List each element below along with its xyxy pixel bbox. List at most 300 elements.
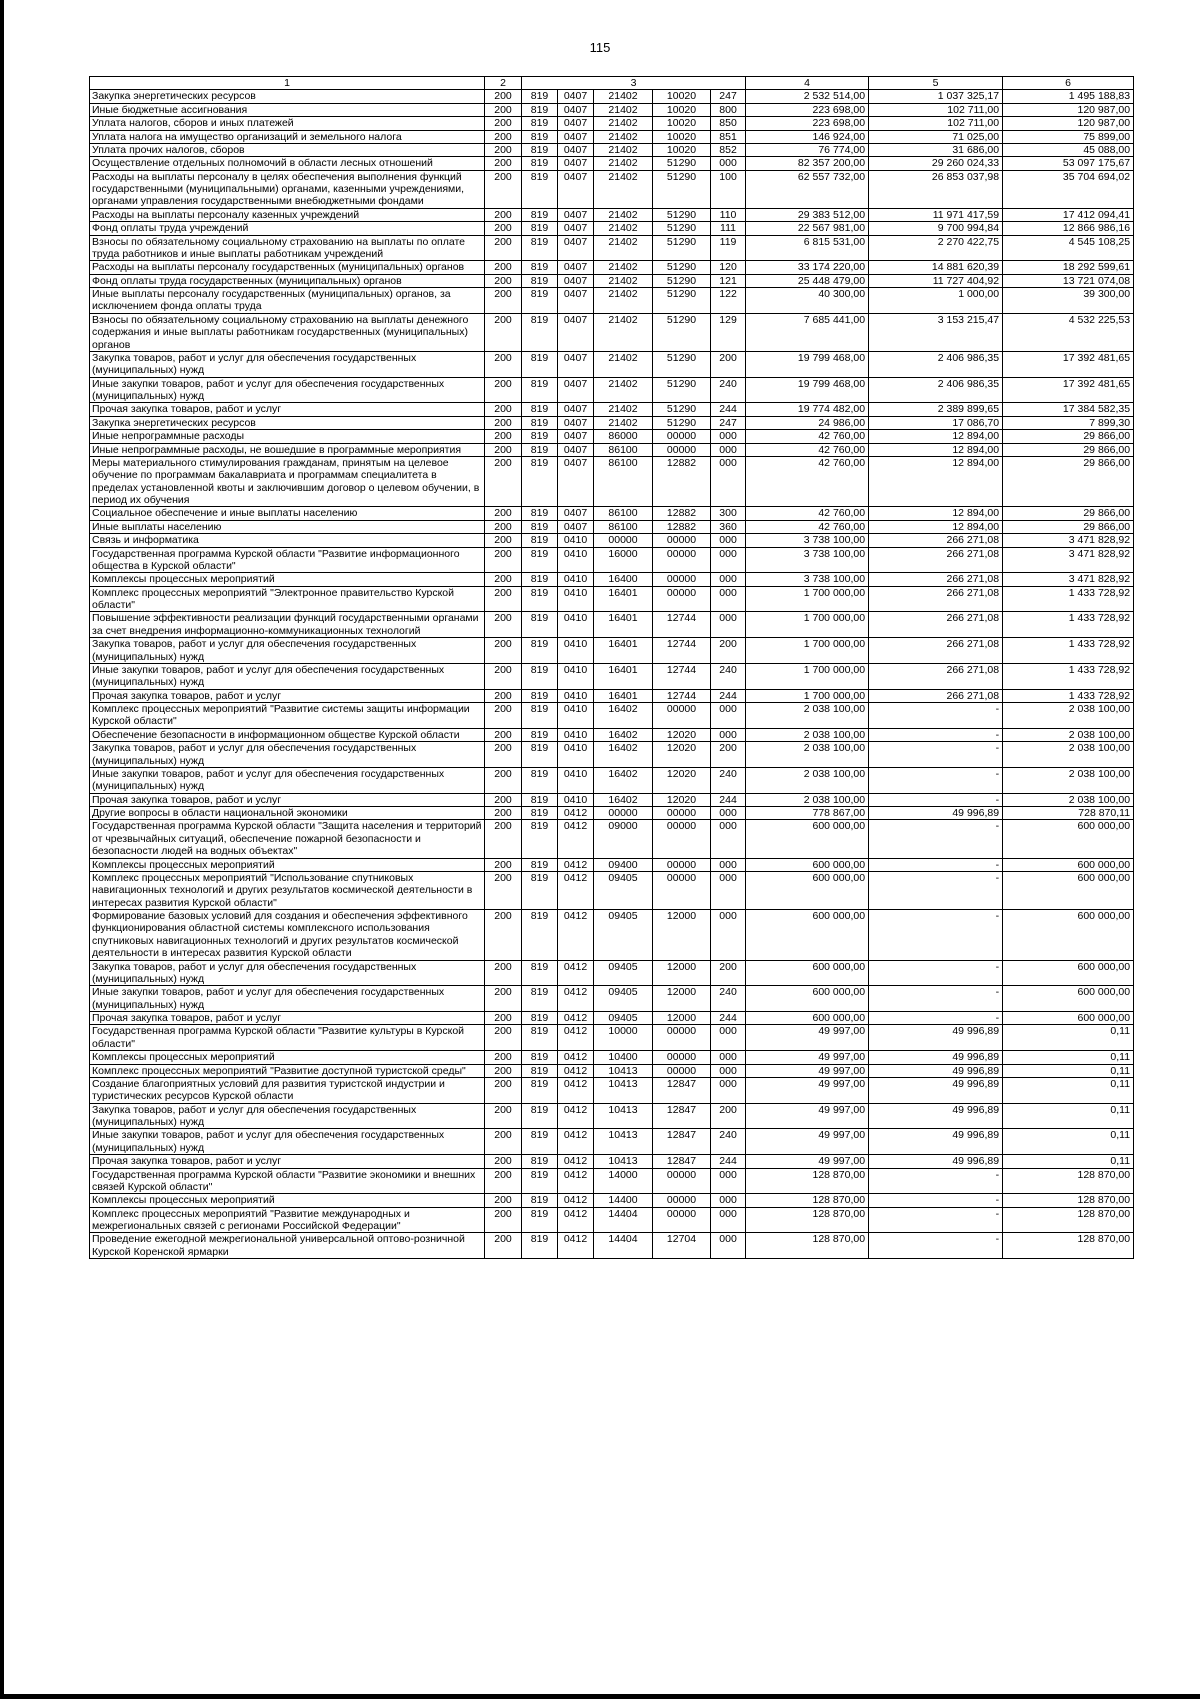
- row-code-type: 000: [711, 157, 746, 170]
- row-code-type: 244: [711, 1012, 746, 1025]
- row-code-grbs: 200: [485, 456, 522, 507]
- row-code-section: 0410: [558, 638, 594, 664]
- row-code-grbs: 200: [485, 157, 522, 170]
- row-code-program: 86100: [594, 520, 653, 533]
- row-name: Комплекс процессных мероприятий "Использование спутниковых навигационных технологий и других результатов космической деятельности в интересах развития Курской области": [90, 871, 485, 909]
- row-amount-col4: 600 000,00: [746, 960, 869, 986]
- row-code-dept: 819: [522, 1129, 558, 1155]
- row-amount-col4: 1 700 000,00: [746, 663, 869, 689]
- row-code-section: 0412: [558, 1155, 594, 1168]
- row-amount-col6: 0,11: [1003, 1103, 1134, 1129]
- row-amount-col5: 2 270 422,75: [869, 235, 1003, 261]
- row-name: Иные закупки товаров, работ и услуг для обеспечения государственных (муниципальных) нужд: [90, 663, 485, 689]
- row-amount-col6: 128 870,00: [1003, 1233, 1134, 1259]
- row-amount-col6: 0,11: [1003, 1077, 1134, 1103]
- table-row: [90, 507, 1134, 520]
- row-code-dept: 819: [522, 547, 558, 573]
- row-code-grbs: 200: [485, 403, 522, 416]
- row-amount-col5: 266 271,08: [869, 573, 1003, 586]
- row-name: Комплексы процессных мероприятий: [90, 1194, 485, 1207]
- table-row: [90, 143, 1134, 156]
- row-amount-col4: 128 870,00: [746, 1207, 869, 1233]
- row-code-dept: 819: [522, 274, 558, 287]
- row-name: Взносы по обязательному социальному страхованию на выплаты по оплате труда работников и иные выплаты работникам учреждений: [90, 235, 485, 261]
- row-code-direction: 12847: [653, 1155, 711, 1168]
- row-code-type: 000: [711, 1233, 746, 1259]
- row-code-dept: 819: [522, 403, 558, 416]
- row-code-grbs: 200: [485, 90, 522, 103]
- row-code-dept: 819: [522, 222, 558, 235]
- row-code-program: 16401: [594, 586, 653, 612]
- row-amount-col4: 1 700 000,00: [746, 586, 869, 612]
- row-amount-col4: 42 760,00: [746, 507, 869, 520]
- table-row: [90, 1012, 1134, 1025]
- row-code-program: 10413: [594, 1155, 653, 1168]
- row-name: Иные выплаты населению: [90, 520, 485, 533]
- row-code-grbs: 200: [485, 871, 522, 909]
- row-code-section: 0412: [558, 1064, 594, 1077]
- row-code-dept: 819: [522, 90, 558, 103]
- row-name: Другие вопросы в области национальной экономики: [90, 807, 485, 820]
- table-row: [90, 208, 1134, 221]
- row-code-type: 244: [711, 689, 746, 702]
- row-code-grbs: 200: [485, 1233, 522, 1259]
- row-code-program: 16401: [594, 638, 653, 664]
- row-name: Уплата налога на имущество организаций и земельного налога: [90, 130, 485, 143]
- row-code-section: 0412: [558, 1077, 594, 1103]
- row-code-grbs: 200: [485, 520, 522, 533]
- row-name: Иные выплаты персоналу государственных (муниципальных) органов, за исключением фонда оплаты труда: [90, 288, 485, 314]
- row-code-program: 14400: [594, 1194, 653, 1207]
- row-amount-col6: 600 000,00: [1003, 820, 1134, 858]
- row-code-type: 000: [711, 820, 746, 858]
- row-code-type: 000: [711, 1194, 746, 1207]
- row-code-direction: 12020: [653, 728, 711, 741]
- row-code-direction: 12847: [653, 1077, 711, 1103]
- row-amount-col6: 4 545 108,25: [1003, 235, 1134, 261]
- row-code-program: 21402: [594, 351, 653, 377]
- row-code-direction: 00000: [653, 1025, 711, 1051]
- row-code-type: 000: [711, 443, 746, 456]
- row-amount-col4: 42 760,00: [746, 456, 869, 507]
- row-code-direction: 12020: [653, 742, 711, 768]
- row-code-type: 000: [711, 1207, 746, 1233]
- row-code-section: 0412: [558, 1233, 594, 1259]
- row-code-type: 851: [711, 130, 746, 143]
- row-code-direction: 12000: [653, 1012, 711, 1025]
- row-code-dept: 819: [522, 1103, 558, 1129]
- row-amount-col4: 1 700 000,00: [746, 689, 869, 702]
- row-code-direction: 51290: [653, 288, 711, 314]
- row-code-section: 0412: [558, 986, 594, 1012]
- row-name: Государственная программа Курской области "Развитие экономики и внешних связей Курской области": [90, 1168, 485, 1194]
- row-code-dept: 819: [522, 313, 558, 351]
- row-code-section: 0412: [558, 960, 594, 986]
- row-code-type: 200: [711, 742, 746, 768]
- row-code-direction: 12704: [653, 1233, 711, 1259]
- row-code-dept: 819: [522, 858, 558, 871]
- row-code-program: 09400: [594, 858, 653, 871]
- table-row: [90, 663, 1134, 689]
- row-amount-col5: -: [869, 1194, 1003, 1207]
- row-name: Комплексы процессных мероприятий: [90, 573, 485, 586]
- row-amount-col5: 49 996,89: [869, 1051, 1003, 1064]
- row-code-dept: 819: [522, 1233, 558, 1259]
- row-amount-col5: 266 271,08: [869, 638, 1003, 664]
- row-amount-col5: 71 025,00: [869, 130, 1003, 143]
- row-code-dept: 819: [522, 586, 558, 612]
- row-amount-col6: 728 870,11: [1003, 807, 1134, 820]
- row-code-grbs: 200: [485, 1207, 522, 1233]
- row-amount-col4: 6 815 531,00: [746, 235, 869, 261]
- row-code-section: 0410: [558, 573, 594, 586]
- row-code-dept: 819: [522, 130, 558, 143]
- page-number: 115: [589, 40, 611, 55]
- table-row: [90, 416, 1134, 429]
- row-amount-col5: 11 727 404,92: [869, 274, 1003, 287]
- row-code-program: 00000: [594, 534, 653, 547]
- row-name: Комплексы процессных мероприятий: [90, 1051, 485, 1064]
- row-code-program: 10413: [594, 1129, 653, 1155]
- row-amount-col4: 1 700 000,00: [746, 638, 869, 664]
- row-amount-col4: 3 738 100,00: [746, 547, 869, 573]
- row-amount-col5: -: [869, 1207, 1003, 1233]
- row-amount-col6: 600 000,00: [1003, 1012, 1134, 1025]
- row-amount-col6: 1 433 728,92: [1003, 586, 1134, 612]
- row-code-program: 21402: [594, 274, 653, 287]
- row-amount-col5: 49 996,89: [869, 1064, 1003, 1077]
- row-name: Государственная программа Курской области "Развитие информационного общества в Курской области": [90, 547, 485, 573]
- row-code-section: 0410: [558, 689, 594, 702]
- row-amount-col4: 600 000,00: [746, 1012, 869, 1025]
- table-row: [90, 820, 1134, 858]
- row-amount-col6: 17 392 481,65: [1003, 377, 1134, 403]
- row-amount-col4: 49 997,00: [746, 1103, 869, 1129]
- row-amount-col5: 49 996,89: [869, 1155, 1003, 1168]
- row-amount-col4: 42 760,00: [746, 443, 869, 456]
- row-code-type: 247: [711, 90, 746, 103]
- row-amount-col4: 778 867,00: [746, 807, 869, 820]
- row-code-dept: 819: [522, 663, 558, 689]
- row-code-direction: 00000: [653, 703, 711, 729]
- row-amount-col5: 31 686,00: [869, 143, 1003, 156]
- row-name: Государственная программа Курской области "Развитие культуры в Курской области": [90, 1025, 485, 1051]
- row-name: Обеспечение безопасности в информационном обществе Курской области: [90, 728, 485, 741]
- table-row: [90, 1129, 1134, 1155]
- row-amount-col6: 53 097 175,67: [1003, 157, 1134, 170]
- row-amount-col4: 49 997,00: [746, 1025, 869, 1051]
- row-name: Прочая закупка товаров, работ и услуг: [90, 1155, 485, 1168]
- row-amount-col6: 600 000,00: [1003, 871, 1134, 909]
- row-code-section: 0407: [558, 143, 594, 156]
- row-code-direction: 00000: [653, 547, 711, 573]
- row-code-dept: 819: [522, 742, 558, 768]
- row-code-type: 000: [711, 586, 746, 612]
- row-code-dept: 819: [522, 689, 558, 702]
- row-code-dept: 819: [522, 820, 558, 858]
- table-row: [90, 443, 1134, 456]
- row-amount-col4: 2 038 100,00: [746, 793, 869, 806]
- row-name: Комплекс процессных мероприятий "Развитие доступной туристской среды": [90, 1064, 485, 1077]
- row-amount-col4: 49 997,00: [746, 1155, 869, 1168]
- table-row: [90, 1155, 1134, 1168]
- row-code-type: 121: [711, 274, 746, 287]
- row-code-program: 16401: [594, 663, 653, 689]
- row-name: Социальное обеспечение и иные выплаты населению: [90, 507, 485, 520]
- row-amount-col6: 3 471 828,92: [1003, 547, 1134, 573]
- row-name: Повышение эффективности реализации функций государственными органами за счет внедрения информационно-коммуникационных технологий: [90, 612, 485, 638]
- row-amount-col4: 76 774,00: [746, 143, 869, 156]
- row-code-section: 0407: [558, 351, 594, 377]
- row-amount-col6: 0,11: [1003, 1064, 1134, 1077]
- table-row: [90, 222, 1134, 235]
- row-amount-col5: 26 853 037,98: [869, 170, 1003, 208]
- table-row: [90, 1168, 1134, 1194]
- row-name: Прочая закупка товаров, работ и услуг: [90, 689, 485, 702]
- row-name: Прочая закупка товаров, работ и услуг: [90, 1012, 485, 1025]
- row-code-type: 300: [711, 507, 746, 520]
- row-amount-col5: 11 971 417,59: [869, 208, 1003, 221]
- row-code-program: 21402: [594, 377, 653, 403]
- table-row: [90, 90, 1134, 103]
- row-code-program: 09405: [594, 910, 653, 961]
- row-code-grbs: 200: [485, 208, 522, 221]
- row-code-grbs: 200: [485, 1129, 522, 1155]
- row-name: Создание благоприятных условий для развития туристской индустрии и туристических ресурсов Курской области: [90, 1077, 485, 1103]
- row-code-grbs: 200: [485, 1064, 522, 1077]
- row-code-grbs: 200: [485, 274, 522, 287]
- row-code-dept: 819: [522, 157, 558, 170]
- row-amount-col4: 3 738 100,00: [746, 573, 869, 586]
- row-code-type: 129: [711, 313, 746, 351]
- row-code-grbs: 200: [485, 1194, 522, 1207]
- row-code-dept: 819: [522, 261, 558, 274]
- row-code-direction: 51290: [653, 235, 711, 261]
- row-code-program: 10413: [594, 1077, 653, 1103]
- row-code-direction: 12000: [653, 960, 711, 986]
- row-code-direction: 00000: [653, 820, 711, 858]
- row-amount-col4: 49 997,00: [746, 1077, 869, 1103]
- row-name: Формирование базовых условий для создания и обеспечения эффективного функционирования областной системы комплексного использования спутниковых навигационных технологий и других результатов космической деятельности в интересах развития Курской области: [90, 910, 485, 961]
- row-code-type: 200: [711, 351, 746, 377]
- row-amount-col6: 18 292 599,61: [1003, 261, 1134, 274]
- row-name: Государственная программа Курской области "Защита населения и территорий от чрезвычайных ситуаций, обеспечение пожарной безопасности и безопасности людей на водных объектах": [90, 820, 485, 858]
- row-amount-col5: 14 881 620,39: [869, 261, 1003, 274]
- row-code-direction: 12744: [653, 612, 711, 638]
- row-code-grbs: 200: [485, 703, 522, 729]
- row-code-program: 21402: [594, 117, 653, 130]
- row-code-section: 0412: [558, 1025, 594, 1051]
- row-amount-col5: 12 894,00: [869, 443, 1003, 456]
- row-amount-col5: 49 996,89: [869, 1103, 1003, 1129]
- row-code-direction: 51290: [653, 351, 711, 377]
- row-amount-col6: 2 038 100,00: [1003, 703, 1134, 729]
- row-amount-col6: 1 433 728,92: [1003, 638, 1134, 664]
- row-code-direction: 12882: [653, 520, 711, 533]
- row-code-type: 244: [711, 403, 746, 416]
- row-amount-col6: 0,11: [1003, 1051, 1134, 1064]
- table-row: [90, 456, 1134, 507]
- table-row: [90, 313, 1134, 351]
- row-amount-col6: 17 384 582,35: [1003, 403, 1134, 416]
- row-amount-col6: 13 721 074,08: [1003, 274, 1134, 287]
- row-name: Иные закупки товаров, работ и услуг для обеспечения государственных (муниципальных) нужд: [90, 377, 485, 403]
- row-code-direction: 12882: [653, 507, 711, 520]
- row-code-grbs: 200: [485, 288, 522, 314]
- row-code-type: 120: [711, 261, 746, 274]
- row-amount-col5: 49 996,89: [869, 1025, 1003, 1051]
- row-code-dept: 819: [522, 1207, 558, 1233]
- row-amount-col5: 102 711,00: [869, 103, 1003, 116]
- row-code-program: 10413: [594, 1064, 653, 1077]
- row-code-program: 00000: [594, 807, 653, 820]
- row-code-direction: 12744: [653, 663, 711, 689]
- row-amount-col4: 128 870,00: [746, 1194, 869, 1207]
- row-code-direction: 00000: [653, 1194, 711, 1207]
- header-col-5: 5: [869, 77, 1003, 90]
- row-name: Комплекс процессных мероприятий "Развитие международных и межрегиональных связей с регионами Российской Федерации": [90, 1207, 485, 1233]
- row-amount-col6: 600 000,00: [1003, 986, 1134, 1012]
- row-code-dept: 819: [522, 612, 558, 638]
- row-code-program: 16402: [594, 703, 653, 729]
- row-code-program: 21402: [594, 222, 653, 235]
- table-row: [90, 430, 1134, 443]
- table-row: [90, 117, 1134, 130]
- row-code-direction: 00000: [653, 858, 711, 871]
- row-code-grbs: 200: [485, 351, 522, 377]
- row-amount-col5: 17 086,70: [869, 416, 1003, 429]
- row-code-direction: 00000: [653, 534, 711, 547]
- row-code-dept: 819: [522, 703, 558, 729]
- row-code-dept: 819: [522, 534, 558, 547]
- row-amount-col5: -: [869, 871, 1003, 909]
- row-amount-col5: 266 271,08: [869, 586, 1003, 612]
- row-code-direction: 51290: [653, 377, 711, 403]
- row-code-section: 0410: [558, 742, 594, 768]
- row-code-program: 21402: [594, 288, 653, 314]
- table-row: [90, 1207, 1134, 1233]
- row-code-type: 000: [711, 1025, 746, 1051]
- row-code-section: 0410: [558, 728, 594, 741]
- row-code-section: 0410: [558, 547, 594, 573]
- row-code-direction: 12020: [653, 793, 711, 806]
- table-row: [90, 1103, 1134, 1129]
- row-amount-col5: -: [869, 858, 1003, 871]
- row-amount-col4: 19 799 468,00: [746, 351, 869, 377]
- row-code-program: 21402: [594, 170, 653, 208]
- row-code-program: 14000: [594, 1168, 653, 1194]
- row-amount-col6: 29 866,00: [1003, 507, 1134, 520]
- row-code-section: 0412: [558, 910, 594, 961]
- row-code-program: 16401: [594, 689, 653, 702]
- row-amount-col6: 39 300,00: [1003, 288, 1134, 314]
- row-amount-col4: 2 038 100,00: [746, 742, 869, 768]
- row-amount-col4: 49 997,00: [746, 1051, 869, 1064]
- row-code-grbs: 200: [485, 1012, 522, 1025]
- row-code-section: 0407: [558, 416, 594, 429]
- row-name: Иные закупки товаров, работ и услуг для обеспечения государственных (муниципальных) нужд: [90, 1129, 485, 1155]
- row-amount-col5: 49 996,89: [869, 807, 1003, 820]
- row-code-dept: 819: [522, 1025, 558, 1051]
- table-row: [90, 689, 1134, 702]
- row-code-direction: 12744: [653, 689, 711, 702]
- row-code-program: 16402: [594, 742, 653, 768]
- row-code-section: 0407: [558, 403, 594, 416]
- row-name: Уплата прочих налогов, сборов: [90, 143, 485, 156]
- row-code-type: 110: [711, 208, 746, 221]
- row-code-dept: 819: [522, 430, 558, 443]
- row-code-program: 14404: [594, 1207, 653, 1233]
- row-code-type: 122: [711, 288, 746, 314]
- row-code-direction: 12847: [653, 1129, 711, 1155]
- row-code-grbs: 200: [485, 235, 522, 261]
- row-amount-col4: 22 567 981,00: [746, 222, 869, 235]
- row-amount-col4: 49 997,00: [746, 1129, 869, 1155]
- row-code-grbs: 200: [485, 573, 522, 586]
- row-amount-col5: -: [869, 728, 1003, 741]
- row-code-section: 0407: [558, 208, 594, 221]
- row-amount-col6: 12 866 986,16: [1003, 222, 1134, 235]
- header-col-6: 6: [1003, 77, 1134, 90]
- row-code-section: 0412: [558, 1051, 594, 1064]
- row-name: Расходы на выплаты персоналу в целях обеспечения выполнения функций государственными (муниципальными) органами, казенными учреждениями, органами управления государственными внебюджетными фондами: [90, 170, 485, 208]
- row-code-grbs: 200: [485, 728, 522, 741]
- row-name: Прочая закупка товаров, работ и услуг: [90, 403, 485, 416]
- row-code-section: 0407: [558, 157, 594, 170]
- table-row: [90, 274, 1134, 287]
- row-amount-col4: 600 000,00: [746, 910, 869, 961]
- row-code-section: 0407: [558, 456, 594, 507]
- row-amount-col4: 19 799 468,00: [746, 377, 869, 403]
- row-amount-col5: -: [869, 703, 1003, 729]
- row-amount-col5: -: [869, 910, 1003, 961]
- row-code-grbs: 200: [485, 767, 522, 793]
- row-code-dept: 819: [522, 208, 558, 221]
- row-code-direction: 12000: [653, 986, 711, 1012]
- row-code-dept: 819: [522, 728, 558, 741]
- row-code-grbs: 200: [485, 689, 522, 702]
- row-code-section: 0412: [558, 858, 594, 871]
- row-amount-col5: 29 260 024,33: [869, 157, 1003, 170]
- row-amount-col5: 266 271,08: [869, 534, 1003, 547]
- row-code-program: 10413: [594, 1103, 653, 1129]
- row-code-dept: 819: [522, 1194, 558, 1207]
- row-code-program: 86100: [594, 507, 653, 520]
- row-amount-col4: 33 174 220,00: [746, 261, 869, 274]
- row-name: Фонд оплаты труда учреждений: [90, 222, 485, 235]
- row-code-grbs: 200: [485, 117, 522, 130]
- row-code-direction: 10020: [653, 130, 711, 143]
- row-code-dept: 819: [522, 871, 558, 909]
- row-name: Меры материального стимулирования гражданам, принятым на целевое обучение по программам бакалавриата и программам специалитета в пределах установленной квоты и заключившим договор о целевом обучении, в период их обучения: [90, 456, 485, 507]
- budget-table: [89, 76, 1134, 1259]
- row-amount-col4: 223 698,00: [746, 103, 869, 116]
- row-code-program: 86100: [594, 443, 653, 456]
- row-name: Иные закупки товаров, работ и услуг для обеспечения государственных (муниципальных) нужд: [90, 986, 485, 1012]
- row-amount-col6: 600 000,00: [1003, 858, 1134, 871]
- row-amount-col6: 1 495 188,83: [1003, 90, 1134, 103]
- row-code-type: 000: [711, 430, 746, 443]
- table-row: [90, 1194, 1134, 1207]
- row-code-program: 16402: [594, 793, 653, 806]
- row-amount-col6: 0,11: [1003, 1155, 1134, 1168]
- row-code-grbs: 200: [485, 261, 522, 274]
- row-code-dept: 819: [522, 793, 558, 806]
- row-code-dept: 819: [522, 170, 558, 208]
- row-code-program: 86100: [594, 456, 653, 507]
- row-code-grbs: 200: [485, 1168, 522, 1194]
- row-amount-col5: 1 000,00: [869, 288, 1003, 314]
